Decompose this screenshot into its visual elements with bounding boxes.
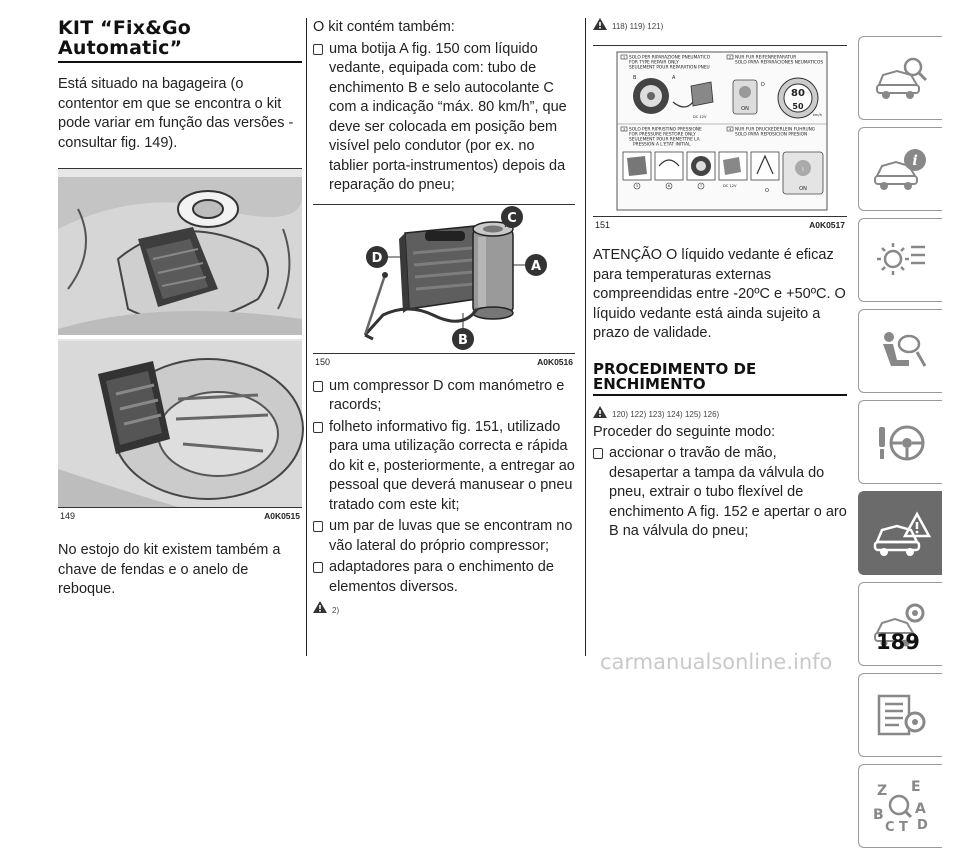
car-info-icon [873, 146, 929, 192]
title-line-2: Automatic” [58, 37, 183, 59]
settings-list-icon [873, 692, 929, 738]
warning-triangle-icon [593, 406, 607, 418]
tab-settings-list[interactable] [858, 673, 942, 757]
alphabet-index-icon [871, 779, 931, 833]
title-line-1: KIT “Fix&Go [58, 17, 192, 39]
svg-text:3: 3 [622, 127, 626, 132]
compressor-kit-illustration [313, 205, 575, 353]
figure-149 [58, 168, 302, 521]
svg-text:SOLO PER RIPRISTINO PRESSIONE: SOLO PER RIPRISTINO PRESSIONE [629, 127, 702, 133]
svg-text:A: A [672, 75, 676, 81]
svg-text:80: 80 [791, 88, 805, 99]
svg-text:SEULEMENT POUR REPARATION PNEU: SEULEMENT POUR REPARATION PNEU [629, 65, 710, 71]
kit-contents-list-a [313, 40, 575, 196]
svg-text:T: T [898, 820, 908, 835]
svg-text:1: 1 [622, 55, 626, 60]
svg-text:NUR FUR DRUCKEDERLEIN FUHRUNG: NUR FUR DRUCKEDERLEIN FUHRUNG [735, 127, 816, 133]
svg-text:C: C [884, 820, 895, 835]
list-item: um compressor D com manómetro e racords; [313, 377, 575, 416]
svg-text:SOLO PARA REPARACIONES NEUMATI: SOLO PARA REPARACIONES NEUMATICOS [735, 60, 824, 66]
figure-number: 150 [315, 356, 331, 367]
kit-contents-list-b [313, 377, 575, 598]
tab-alphabet-index[interactable] [858, 764, 942, 848]
attention-paragraph: ATENÇÃO O líquido vedante é eficaz para temperaturas externas compreendidas entre -20ºC e +50ºC. O líquido vedante está ainda sujeito a prazo de validade. [593, 247, 846, 341]
figure-code: A0K0517 [809, 220, 845, 230]
svg-text:E: E [910, 779, 921, 795]
figure-code: A0K0515 [264, 511, 300, 521]
svg-text:ON: ON [799, 186, 807, 192]
info-leaflet-illustration [593, 46, 847, 216]
figure-number: 149 [60, 511, 76, 521]
svg-text:FOR TYPE REPAIR ONLY: FOR TYPE REPAIR ONLY [629, 60, 679, 66]
car-breakdown-icon [871, 510, 931, 556]
column-divider-1 [306, 18, 307, 656]
section-title-kit [58, 18, 302, 58]
warning-reference: 120) 122) 123) 124) 125) 126) [593, 406, 847, 419]
svg-text:Z: Z [876, 783, 887, 799]
title-underline [58, 61, 302, 63]
svg-text:5: 5 [635, 184, 639, 189]
callout-c: C [507, 210, 517, 226]
list-item: accionar o travão de mão, desapertar a tampa da válvula do pneu, extrair o tubo flexível de enchimento A fig. 152 e apertar o aro B na válvula do pneu; [593, 444, 847, 542]
intro-paragraph: Está situado na bagageira (o contentor em que se encontra o kit pode variar em função das versões - consultar fig. 149). [58, 76, 294, 151]
steering-wheel-icon [873, 419, 929, 465]
svg-text:D: D [761, 82, 765, 88]
tab-car-info[interactable] [858, 127, 942, 211]
tab-steering-wheel[interactable] [858, 400, 942, 484]
svg-text:NUR FUR REIFENREPARATUR: NUR FUR REIFENREPARATUR [735, 55, 797, 61]
checkbox-bullet-icon [313, 422, 323, 433]
svg-text:B: B [633, 75, 637, 81]
svg-text:B: B [872, 807, 884, 823]
svg-text:SOLO PARA REPOSICION PRESION: SOLO PARA REPOSICION PRESION [735, 132, 808, 138]
svg-text:km/h: km/h [813, 113, 822, 117]
trunk-kit-photo [58, 169, 302, 507]
list-item: adaptadores para o enchimento de elementos diversos. [313, 558, 575, 597]
procedure-lead: Proceder do seguinte modo: [593, 423, 776, 440]
svg-text:4: 4 [728, 127, 732, 132]
svg-text:FOR PRESSURE RESTORE ONLY: FOR PRESSURE RESTORE ONLY [629, 132, 696, 138]
airbag-seat-icon [873, 328, 929, 374]
checkbox-bullet-icon [313, 44, 323, 55]
svg-text:D: D [916, 818, 928, 833]
svg-text:7: 7 [699, 184, 703, 189]
column-2 [313, 18, 575, 619]
section-title-procedure: PROCEDIMENTO DE ENCHIMENTO [593, 359, 757, 393]
svg-text:2: 2 [728, 55, 732, 60]
column-3 [593, 18, 847, 544]
svg-text:i: i [911, 153, 918, 169]
checkbox-bullet-icon [313, 521, 323, 532]
figure-150 [313, 204, 575, 367]
svg-text:PRESSION A L'ETAT INITIAL: PRESSION A L'ETAT INITIAL [633, 142, 691, 148]
checkbox-bullet-icon [313, 562, 323, 573]
figure-caption [593, 217, 847, 230]
column-1 [58, 18, 302, 600]
svg-text:SEULEMENT POUR REMETTRE LA: SEULEMENT POUR REMETTRE LA [629, 137, 700, 143]
procedure-list [593, 444, 847, 542]
list-item: folheto informativo fig. 151, utilizado para uma utilização correcta e rápida do kit e, posteriormente, a entregar ao pessoal que deverá manusear o pneu tratado com este kit; [313, 418, 575, 516]
list-item: um par de luvas que se encontram no vão lateral do próprio compressor; [313, 517, 575, 556]
tab-car-breakdown[interactable] [858, 491, 942, 575]
tab-car-search[interactable] [858, 36, 942, 120]
figure-code: A0K0516 [537, 356, 573, 367]
callout-a: A [530, 258, 542, 274]
page-number: 189 [876, 630, 920, 654]
callout-b: B [458, 332, 468, 348]
chapter-sidebar [858, 36, 942, 855]
outro-paragraph: No estojo do kit existem também a chave de fendas e o anelo de reboque. [58, 542, 281, 597]
figure-number: 151 [595, 220, 611, 230]
svg-text:SOLO PER RIPARAZIONE PNEUMATIC: SOLO PER RIPARAZIONE PNEUMATICO [629, 55, 711, 61]
warning-triangle-icon [313, 601, 327, 613]
svg-text:50: 50 [792, 102, 804, 111]
callout-d: D [371, 250, 383, 266]
tab-dashboard-lights[interactable] [858, 218, 942, 302]
tab-airbag-seat[interactable] [858, 309, 942, 393]
svg-text:ON: ON [741, 106, 749, 112]
kit-contents-lead: O kit contém também: [313, 19, 455, 35]
section-underline [593, 394, 847, 396]
checkbox-bullet-icon [593, 448, 603, 459]
svg-text:O: O [765, 188, 769, 194]
svg-text:DC 12V: DC 12V [723, 184, 737, 188]
checkbox-bullet-icon [313, 381, 323, 392]
car-search-icon [873, 55, 929, 101]
dashboard-lights-icon [873, 237, 929, 283]
svg-text:I: I [802, 167, 804, 173]
column-divider-2 [585, 18, 586, 656]
figure-caption [313, 354, 575, 367]
warning-reference: 2) [313, 601, 575, 615]
warning-reference: 118) 119) 121) [593, 18, 847, 31]
figure-caption [58, 508, 302, 521]
svg-text:DC 12V: DC 12V [693, 115, 707, 119]
warning-triangle-icon [593, 18, 607, 30]
figure-151 [593, 45, 847, 230]
watermark-text: carmanualsonline.info [600, 650, 833, 674]
svg-text:A: A [914, 801, 926, 817]
list-item: uma botija A fig. 150 com líquido vedante, equipada com: tubo de enchimento B e selo autocolante C com a indicação “máx. 80 km/h”, que deve ser colocada em posição bem visível pelo condutor (por ex. no tablier porta-instrumentos) depois da reparação do pneu; [313, 40, 575, 196]
svg-text:6: 6 [667, 184, 671, 189]
